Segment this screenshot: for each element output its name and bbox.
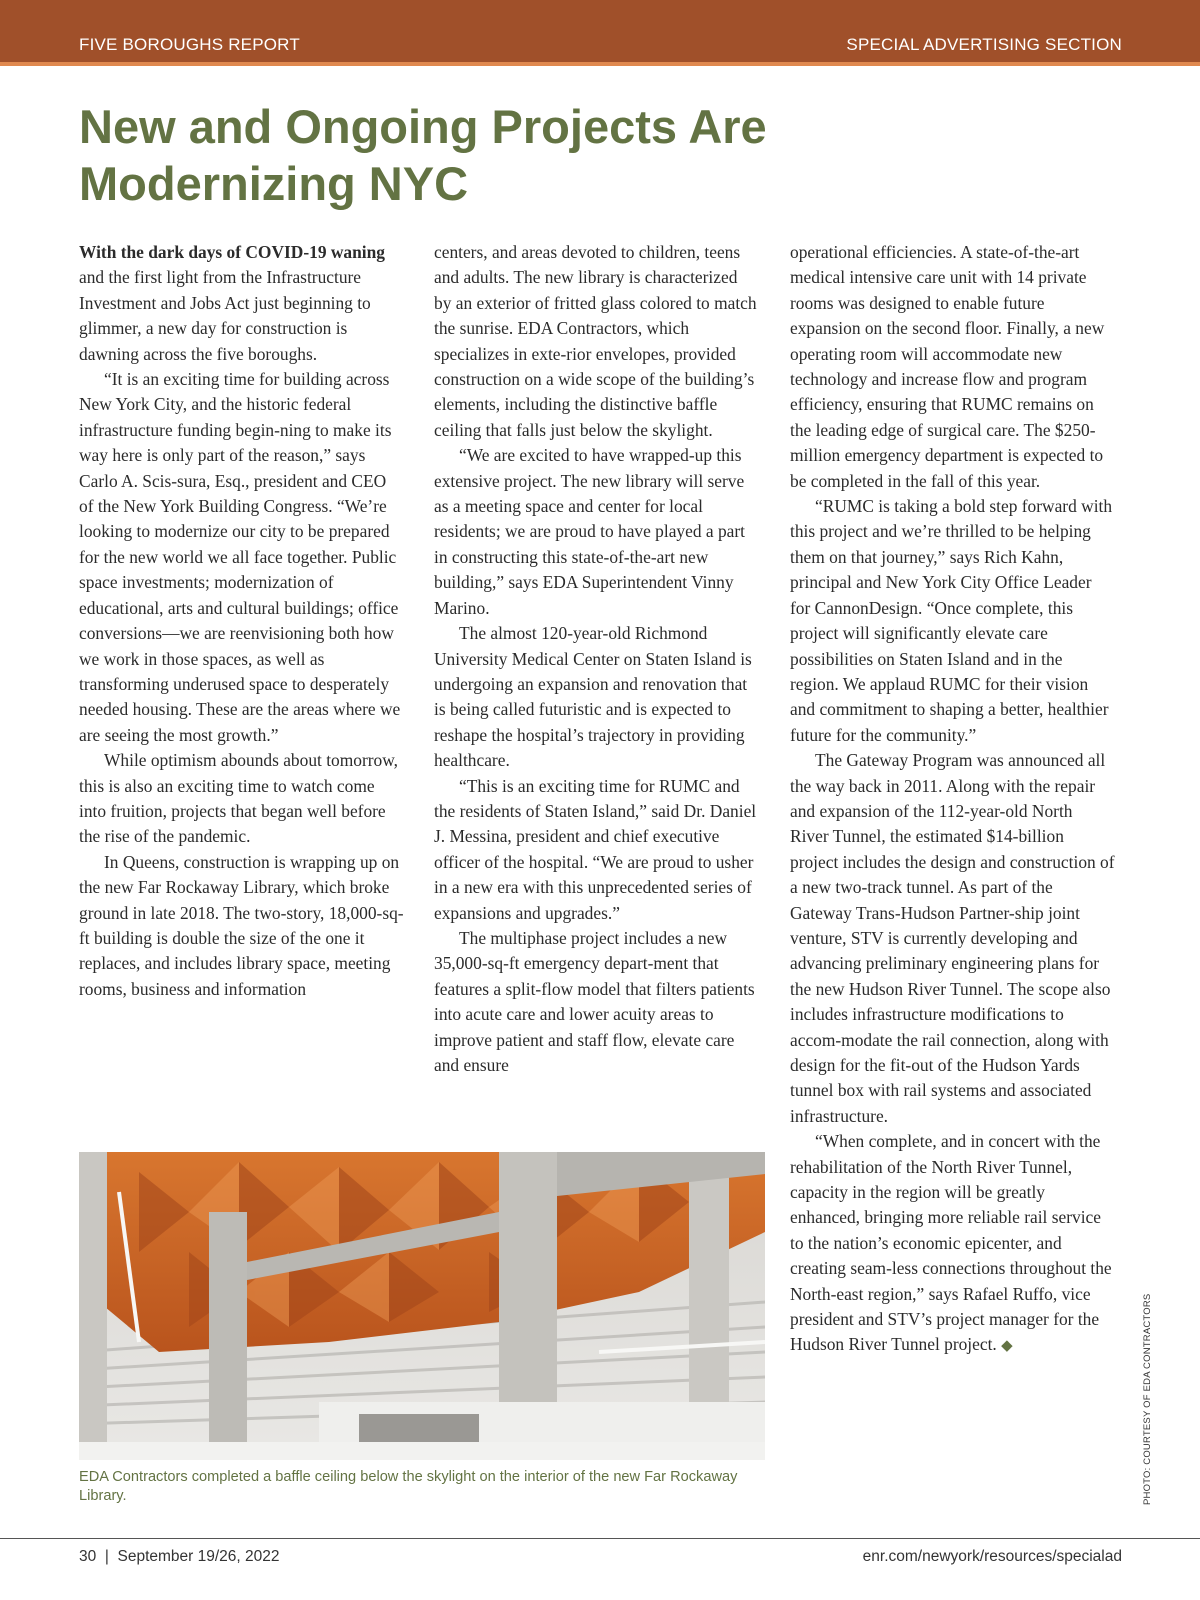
paragraph-text: and the first light from the Infrastructure Investment and Jobs Act just beginning to glimmer, a new day for construction is dawning across the five boroughs. xyxy=(79,267,371,364)
end-mark-icon: ◆ xyxy=(1001,1338,1013,1355)
photo-caption: EDA Contractors completed a baffle ceiling below the skylight on the interior of the new Far Rockaway Library. xyxy=(79,1469,738,1504)
paragraph: “RUMC is taking a bold step forward with this project and we’re thrilled to be helping them on that journey,” says Rich Kahn, principal and New York City Office Leader for CannonDesign. “Once complete, this project will significantly elevate care possibilities on Staten Island and in the region. We applaud RUMC for their vision and commitment to shaping a better, healthier future for the community.” xyxy=(790,496,1113,745)
paragraph: The Gateway Program was announced all the way back in 2011. Along with the repair and expansion of the 112-year-old North River Tunnel, the estimated $14-billion project includes the design and construction of a new two-track tunnel. As part of the Gateway Trans-Hudson Partner-ship joint venture, STV is currently developing and advancing preliminary engineering plans for the new Hudson River Tunnel. The scope also includes infrastructure modifications to accom-modate the rail connection, along with design for the fit-out of the Hudson Yards tunnel box with rail systems and associated infrastructure. xyxy=(790,750,1115,1126)
paragraph: “It is an exciting time for building across New York City, and the historic federal infrastructure funding begin-ning to make its way here is only part of the reason,” says Carlo A. Scis-sura, Esq., president and CEO of the New York Building Congress. “We’re looking to modernize our city to be prepared for the new world we all face together. Public space investments; modernization of educational, arts and cultural buildings; office conversions—we are reenvisioning both how we work in those spaces, as well as transforming underused space to desperately needed housing. These are the areas where we are seeing the most growth.” xyxy=(79,369,401,745)
paragraph: operational efficiencies. A state-of-the-art medical intensive care unit with 14 private rooms was designed to enable future expansion on the second floor. Finally, a new operating room will accommodate new technology and increase flow and program efficiency, ensuring that RUMC remains on the leading edge of surgical care. The $250-million emergency department is expected to be completed in the fall of this year. xyxy=(790,242,1105,491)
article-column-2 xyxy=(434,240,759,1078)
paragraph: The multiphase project includes a new 35,000-sq-ft emergency depart-ment that features a split-flow model that filters patients into acute care and lower acuity areas to improve patient and staff flow, elevate care and ensure xyxy=(434,927,755,1075)
article-column-3 xyxy=(790,240,1115,1360)
advertising-label: SPECIAL ADVERTISING SECTION xyxy=(846,35,1122,54)
paragraph: “This is an exciting time for RUMC and the residents of Staten Island,” said Dr. Daniel J. Messina, president and chief executive officer of the hospital. “We are proud to usher in a new era with this unprecedented series of expansions and upgrades.” xyxy=(434,775,757,923)
paragraph-text: “When complete, and in concert with the rehabilitation of the North River Tunnel, capacity in the region will be greatly enhanced, bringing more reliable rail service to the nation’s economic epicenter, and creating seam-less connections throughout the North-east region,” says Rafael Ruffo, vice president and STV’s project manager for the Hudson River Tunnel project. xyxy=(790,1131,1112,1355)
section-label: FIVE BOROUGHS REPORT xyxy=(79,35,300,54)
paragraph xyxy=(790,1129,1115,1360)
paragraph: centers, and areas devoted to children, teens and adults. The new library is characterized by an exterior of fritted glass colored to match the sunrise. EDA Contractors, which specializes in exte-rior envelopes, provided construction on a wide scope of the building’s elements, including the distinctive baffle ceiling that falls just below the skylight. xyxy=(434,242,757,440)
lead-in: With the dark days of COVID-19 waning xyxy=(79,242,385,262)
paragraph: The almost 120-year-old Richmond University Medical Center on Staten Island is undergoing an expansion and renovation that is being called futuristic and is expected to reshape the hospital’s trajectory in providing healthcare. xyxy=(434,623,752,771)
footer-url: enr.com/newyork/resources/specialad xyxy=(862,1548,1122,1565)
page-title: New and Ongoing Projects Are Modernizing NYC xyxy=(79,100,767,210)
paragraph: In Queens, construction is wrapping up on the new Far Rockaway Library, which broke ground in late 2018. The two-story, 18,000-sq-ft building is double the size of the one it replaces, and includes library space, meeting rooms, business and information xyxy=(79,851,404,999)
library-ceiling-photo xyxy=(79,1152,765,1460)
footer-divider xyxy=(0,1538,1200,1539)
paragraph: “We are excited to have wrapped-up this extensive project. The new library will serve as a meeting space and center for local residents; we are proud to have played a part in constructing this state-of-the-art new building,” says EDA Superintendent Vinny Marino. xyxy=(434,445,745,618)
paragraph xyxy=(79,240,404,367)
paragraph: While optimism abounds about tomorrow, this is also an exciting time to watch come into fruition, projects that began well before the rise of the pandemic. xyxy=(79,750,398,847)
page-number-date: 30 | September 19/26, 2022 xyxy=(79,1548,280,1565)
section-header-bar xyxy=(0,0,1200,66)
photo-credit: PHOTO: COURTESY OF EDA CONTRACTORS xyxy=(1142,1293,1153,1505)
article-column-1 xyxy=(79,240,404,1002)
